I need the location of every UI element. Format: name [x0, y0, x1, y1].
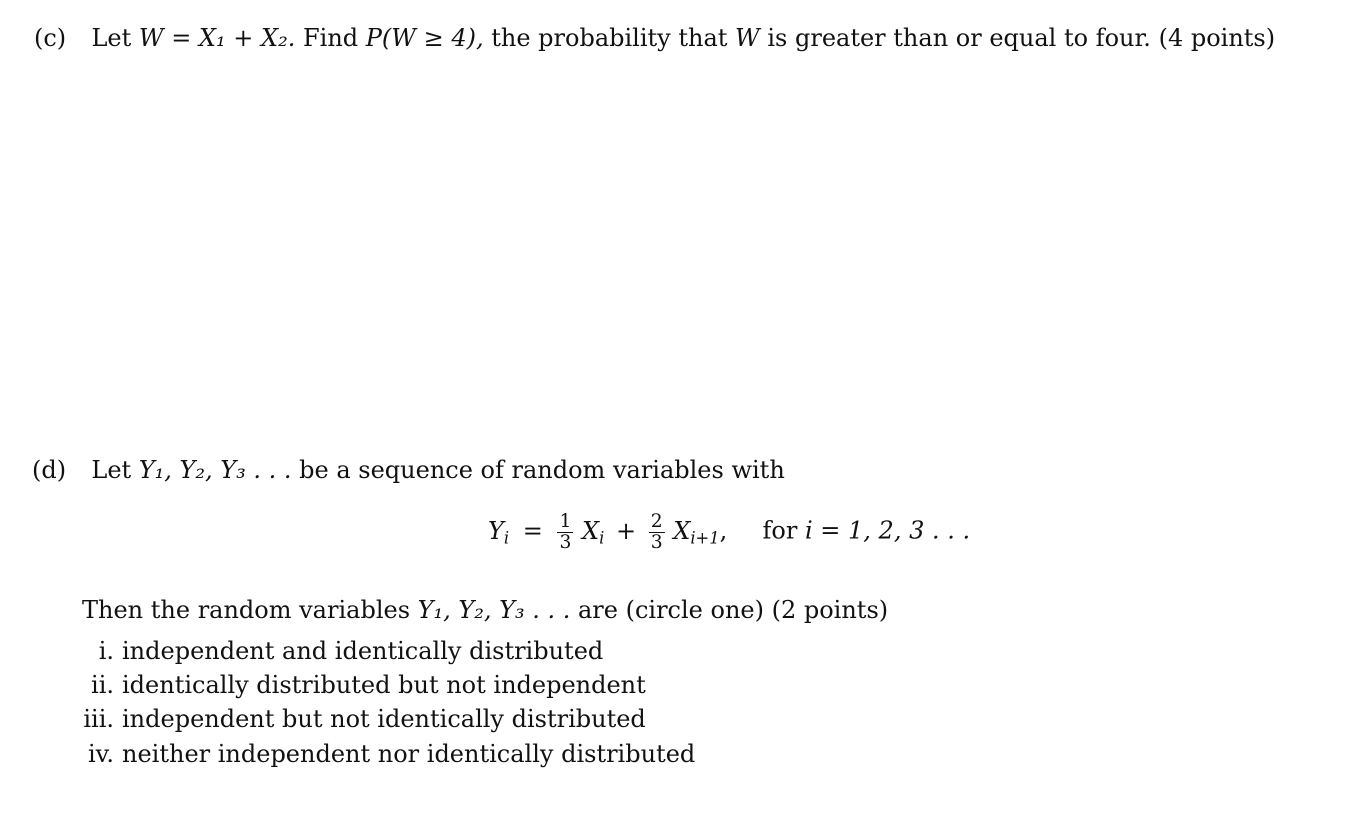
option-iv[interactable]: [72, 742, 695, 766]
equation-for-condition: i = 1, 2, 3 . . .: [804, 516, 971, 545]
part-c-text-find: Find: [302, 24, 359, 52]
part-c-points: (4 points): [1158, 24, 1276, 52]
part-d-then-vars: Y₁, Y₂, Y₃ . . .: [417, 596, 571, 624]
equation-x-i: $X_i$: [582, 516, 605, 548]
option-ii[interactable]: [72, 673, 646, 697]
part-d-intro-vars: Y₁, Y₂, Y₃ . . .: [138, 456, 292, 484]
fraction-one-third-denominator: 3: [559, 531, 572, 553]
part-c-math-definition: W = X₁ + X₂.: [138, 24, 296, 52]
fraction-one-third-numerator: 1: [559, 511, 572, 532]
fraction-two-thirds-denominator: 3: [650, 531, 663, 553]
option-text: identically distributed but not independent: [122, 671, 646, 699]
part-d-then-tail: are (circle one) (2 points): [577, 596, 889, 624]
option-i[interactable]: [72, 639, 603, 663]
option-text: independent but not identically distributed: [122, 705, 646, 733]
part-d-label: (d): [32, 456, 67, 484]
part-d-intro: [32, 458, 785, 482]
option-number: iii.: [83, 705, 114, 733]
part-c-math-probability: P(W ≥ 4),: [365, 24, 484, 52]
fraction-one-third: [557, 512, 573, 552]
equation-for-text: for: [762, 516, 798, 545]
option-number: i.: [98, 637, 114, 665]
option-number: iv.: [87, 740, 114, 768]
fraction-two-thirds: [649, 512, 665, 552]
part-c-label: (c): [34, 24, 67, 52]
part-d-intro-lead: Let: [91, 456, 132, 484]
part-c-question: [34, 26, 1275, 50]
option-text: neither independent nor identically distributed: [122, 740, 696, 768]
part-d-intro-tail: be a sequence of random variables with: [299, 456, 785, 484]
part-c-math-w: W: [735, 24, 760, 52]
fraction-two-thirds-numerator: 2: [650, 511, 663, 532]
part-d-equation: [488, 512, 970, 552]
equation-equals: =: [522, 516, 543, 545]
equation-lhs: $Y_i$: [488, 516, 510, 548]
equation-plus: +: [615, 516, 637, 545]
part-d-then-line: [82, 598, 888, 622]
part-d-then-lead: Then the random variables: [82, 596, 411, 624]
part-c-text-end: is greater than or equal to four.: [767, 24, 1151, 52]
equation-comma: ,: [719, 516, 728, 545]
equation-x-i-plus-1: $X_{i+1}$: [673, 516, 720, 548]
option-text: independent and identically distributed: [122, 637, 604, 665]
part-c-text-after: the probability that: [491, 24, 728, 52]
option-number: ii.: [91, 671, 114, 699]
part-c-text-before: Let: [91, 24, 132, 52]
option-iii[interactable]: [72, 707, 646, 731]
